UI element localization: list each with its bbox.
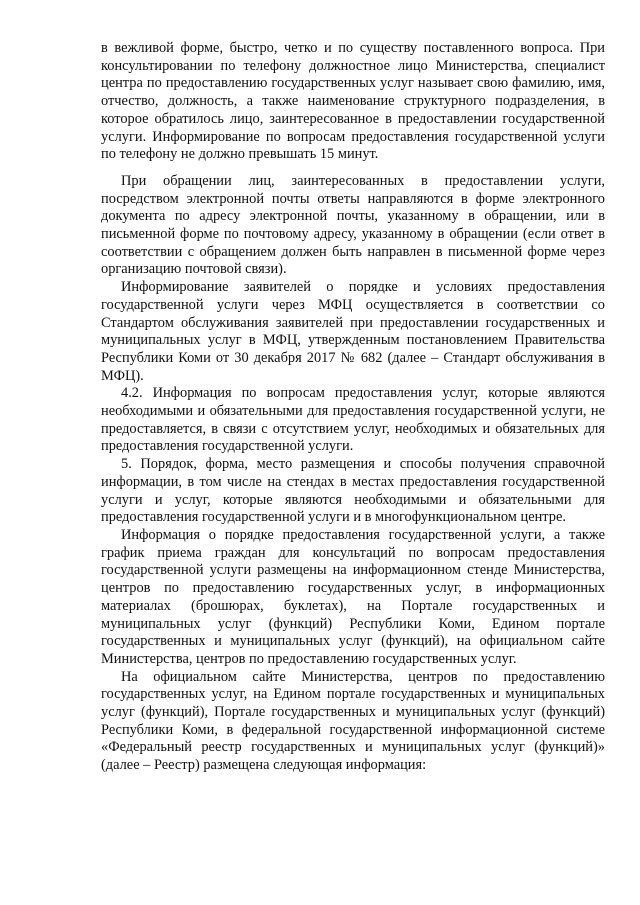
paragraph-4-2: 4.2. Информация по вопросам предоставления услуг, которые являются необходимыми и обязательными для предоставления государственной услуги, не предоставляется, в связи с отсутствием услуг, необходимых и обязательных для предоставления государственной услуги. (101, 385, 605, 455)
document-body (101, 40, 605, 775)
paragraph-info-placement: Информация о порядке предоставления государственной услуги, а также график приема граждан для консультаций по вопросам предоставления государственной услуги размещены на информационном стенде Министерства, центров по предоставлению государственных услуг, в информационных материалах (брошюрах, буклетах), на Портале государственных и муниципальных услуг (функций) Республики Коми, Едином портале государственных и муниципальных услуг (функций), на официальном сайте Министерства, центров по предоставлению государственных услуг. (101, 526, 605, 667)
paragraph-official-site: На официальном сайте Министерства, центров по предоставлению государственных услуг, на Едином портале государственных и муниципальных услуг (функций), Портале государственных и муниципальных услуг (функций) Республики Коми, в федеральной государственной информационной системе «Федеральный реестр государственных и муниципальных услуг (функций)» (далее – Реестр) размещена следующая информация: (101, 668, 605, 774)
paragraph-5: 5. Порядок, форма, место размещения и способы получения справочной информации, в том числе на стендах в местах предоставления государственной услуги и услуг, которые являются необходимыми и обязательными для предоставления государственной услуги и в многофункциональном центре. (101, 456, 605, 526)
paragraph-phone-consultation: в вежливой форме, быстро, четко и по существу поставленного вопроса. При консультировании по телефону должностное лицо Министерства, специалист центра по предоставлению государственных услуг называет свою фамилию, имя, отчество, должность, а также наименование структурного подразделения, в которое обратилось лицо, заинтересованное в предоставлении государственной услуги. Информирование по вопросам предоставления государственной услуги по телефону не должно превышать 15 минут. (101, 40, 605, 163)
paragraph-email-requests: При обращении лиц, заинтересованных в предоставлении услуги, посредством электронной почты ответы направляются в форме электронного документа по адресу электронной почты, указанному в обращении, или в письменной форме по почтовому адресу, указанному в обращении (если ответ в соответствии с обращением должен быть направлен в письменной форме через организацию почтовой связи). (101, 172, 605, 278)
paragraph-mfc-informing: Информирование заявителей о порядке и условиях предоставления государственной услуги через МФЦ осуществляется в соответствии со Стандартом обслуживания заявителей при предоставлении государственных и муниципальных услуг в МФЦ, утвержденным постановлением Правительства Республики Коми от 30 декабря 2017 № 682 (далее – Стандарт обслуживания в МФЦ). (101, 279, 605, 384)
